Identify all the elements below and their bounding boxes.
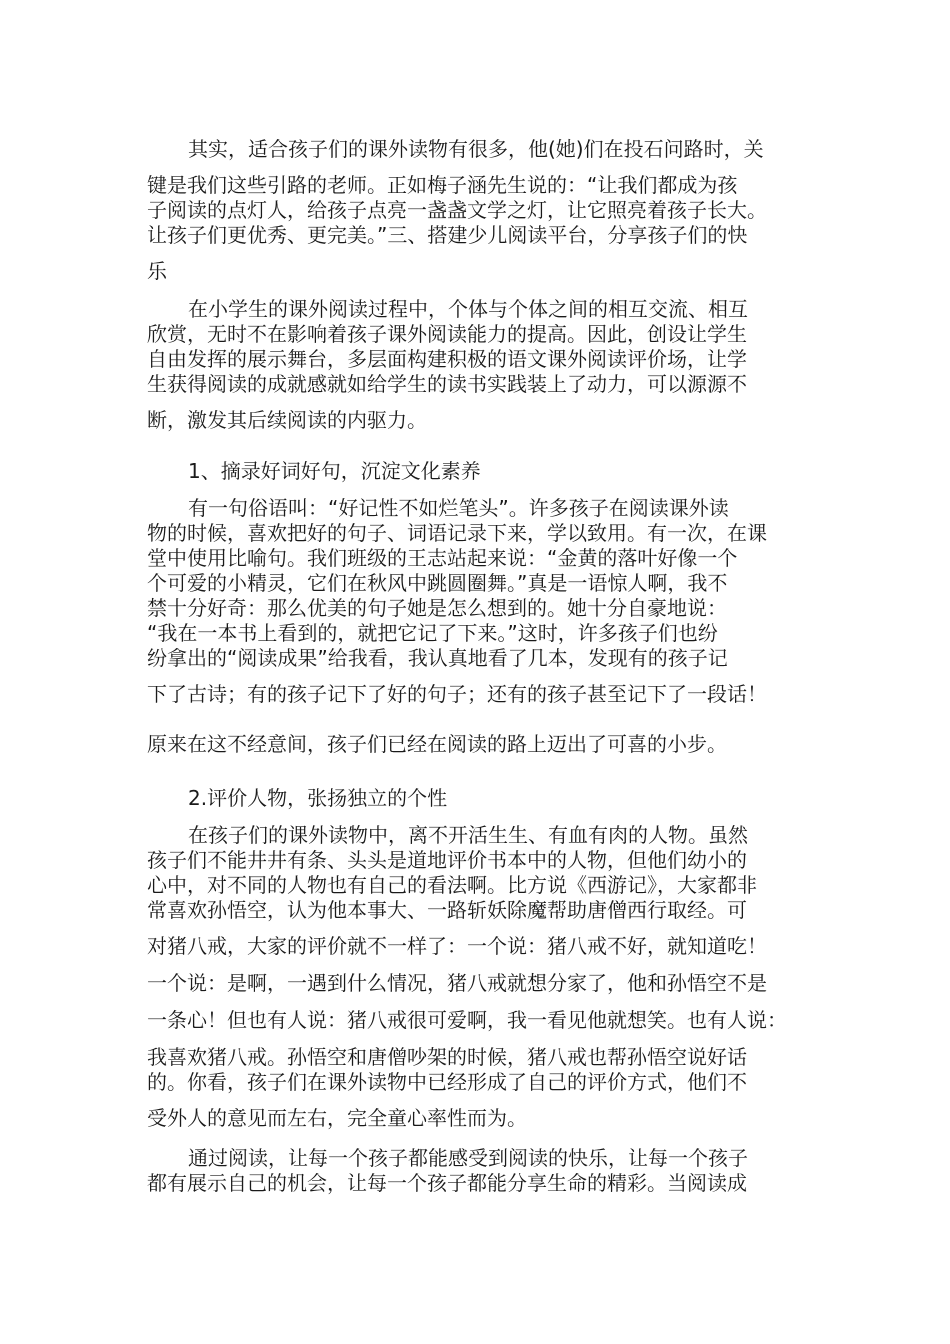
- text-line: 一条心！但也有人说：猪八戒很可爱啊，我一看见他就想笑。也有人说：: [147, 1008, 787, 1032]
- text-line: 欣赏，无时不在影响着孩子课外阅读能力的提高。因此，创设让学生: [147, 322, 747, 346]
- paragraph-excerpt-words: [147, 496, 807, 757]
- text-line: 让孩子们更优秀、更完美。”三、搭建少儿阅读平台，分享孩子们的快: [147, 223, 748, 247]
- text-line: 在孩子们的课外读物中，离不开活生生、有血有肉的人物。虽然: [188, 823, 748, 847]
- text-line: 我喜欢猪八戒。孙悟空和唐僧吵架的时候，猪八戒也帮孙悟空说好话: [147, 1045, 747, 1069]
- paragraph-evaluate-characters: [147, 823, 807, 1131]
- text-line: 堂中使用比喻句。我们班级的王志站起来说：“金黄的落叶好像一个: [147, 546, 738, 570]
- text-line: “我在一本书上看到的，就把它记了下来。”这时，许多孩子们也纷: [147, 621, 718, 645]
- section-heading-2: [147, 786, 807, 811]
- text-line: 物的时候，喜欢把好的句子、词语记录下来，学以致用。有一次，在课: [147, 521, 767, 545]
- text-line: 断，激发其后续阅读的内驱力。: [147, 408, 427, 432]
- paragraph-conclusion: [147, 1146, 807, 1196]
- section-heading-text: 2.评价人物，张扬独立的个性: [188, 786, 448, 810]
- text-line: 对猪八戒，大家的评价就不一样了：一个说：猪八戒不好，就知道吃！: [147, 934, 767, 958]
- text-line: 的。你看，孩子们在课外读物中已经形成了自己的评价方式，他们不: [147, 1070, 747, 1094]
- section-heading-1: [147, 459, 807, 484]
- text-line: 乐: [147, 259, 167, 283]
- text-line: 在小学生的课外阅读过程中，个体与个体之间的相互交流、相互: [188, 297, 748, 321]
- text-line: 受外人的意见而左右，完全童心率性而为。: [147, 1106, 527, 1130]
- text-line: 自由发挥的展示舞台，多层面构建积极的语文课外阅读评价场，让学: [147, 347, 747, 371]
- section-heading-text: 1、摘录好词好句，沉淀文化素养: [188, 459, 481, 483]
- text-line: 下了古诗；有的孩子记下了好的句子；还有的孩子甚至记下了一段话！: [147, 682, 767, 706]
- text-line: 其实，适合孩子们的课外读物有很多，他(她)们在投石问路时，关: [188, 137, 764, 161]
- text-line: 通过阅读，让每一个孩子都能感受到阅读的快乐，让每一个孩子: [188, 1146, 748, 1170]
- text-line: 有一句俗语叫：“好记性不如烂笔头”。许多孩子在阅读课外读: [188, 496, 729, 520]
- text-line: 生获得阅读的成就感就如给学生的读书实践装上了动力，可以源源不: [147, 372, 747, 396]
- text-line: 一个说：是啊，一遇到什么情况，猪八戒就想分家了，他和孙悟空不是: [147, 971, 767, 995]
- text-line: 个可爱的小精灵，它们在秋风中跳圆圈舞。”真是一语惊人啊，我不: [147, 571, 728, 595]
- text-line: 孩子们不能井井有条、头头是道地评价书本中的人物，但他们幼小的: [147, 848, 747, 872]
- paragraph-reading-platform: [147, 297, 807, 433]
- text-line: 都有展示自己的机会，让每一个孩子都能分享生命的精彩。当阅读成: [147, 1171, 747, 1195]
- text-line: 心中，对不同的人物也有自己的看法啊。比方说《西游记》，大家都非: [147, 873, 757, 897]
- text-line: 键是我们这些引路的老师。正如梅子涵先生说的：“让我们都成为孩: [147, 173, 738, 197]
- text-line: 纷拿出的“阅读成果”给我看，我认真地看了几本，发现有的孩子记: [147, 646, 728, 670]
- paragraph-reading-guide: [147, 137, 807, 284]
- text-line: 禁十分好奇：那么优美的句子她是怎么想到的。她十分自豪地说：: [147, 596, 727, 620]
- text-line: 常喜欢孙悟空，认为他本事大、一路斩妖除魔帮助唐僧西行取经。可: [147, 898, 747, 922]
- text-line: 原来在这不经意间，孩子们已经在阅读的路上迈出了可喜的小步。: [147, 732, 727, 756]
- text-line: 子阅读的点灯人，给孩子点亮一盏盏文学之灯，让它照亮着孩子长大。: [147, 198, 767, 222]
